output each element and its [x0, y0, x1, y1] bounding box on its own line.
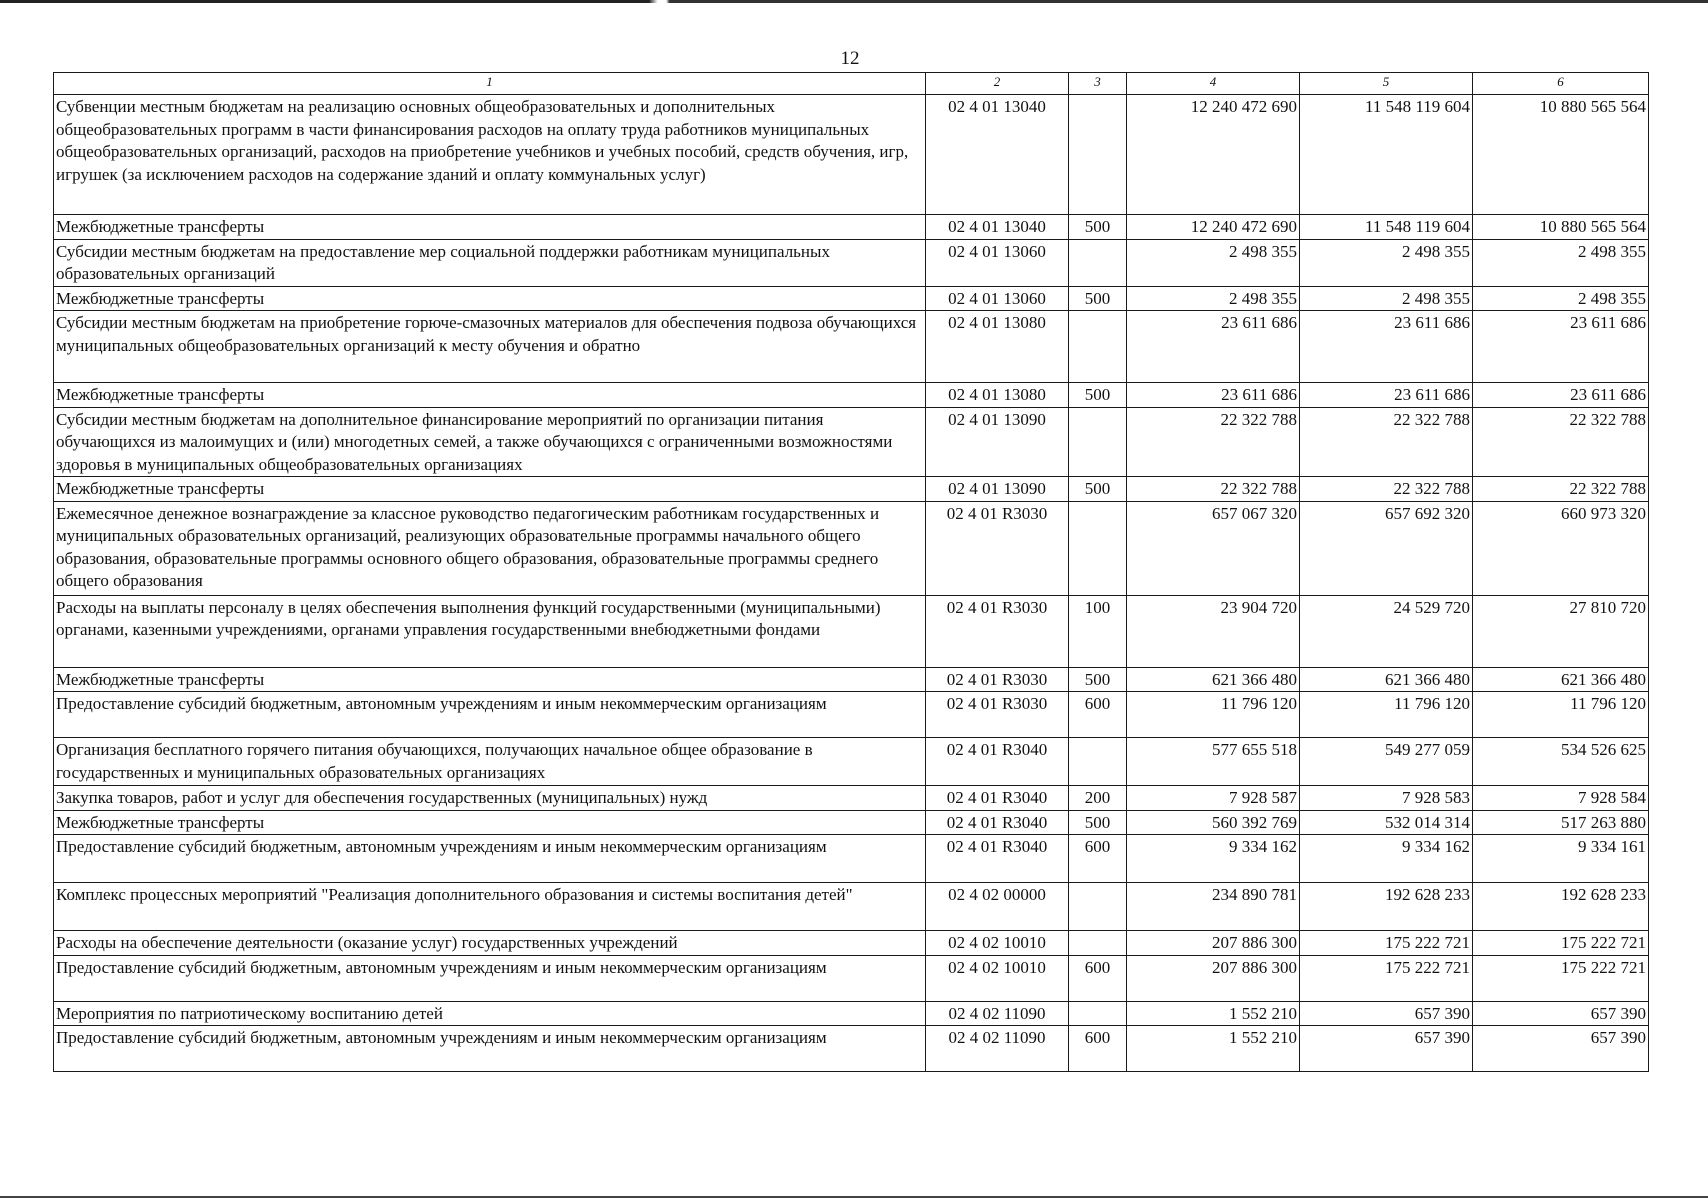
row-description: Предоставление субсидий бюджетным, автономным учреждениям и иным некоммерческим организациям [54, 955, 926, 1001]
table-row [54, 692, 1649, 738]
row-description: Субсидии местным бюджетам на приобретение горюче-смазочных материалов для обеспечения подвоза обучающихся муниципальных общеобразовательных организаций к месту обучения и обратно [54, 311, 926, 383]
table-row [54, 667, 1649, 692]
row-value-col4: 1 552 210 [1127, 1001, 1300, 1026]
column-number: 2 [926, 73, 1069, 95]
row-value-col5: 175 222 721 [1300, 955, 1473, 1001]
row-value-col6: 517 263 880 [1473, 810, 1649, 835]
row-value-col5: 532 014 314 [1300, 810, 1473, 835]
row-description: Межбюджетные трансферты [54, 286, 926, 311]
row-value-col4: 7 928 587 [1127, 786, 1300, 811]
row-target-code: 02 4 01 R3040 [926, 810, 1069, 835]
row-value-col6: 657 390 [1473, 1026, 1649, 1072]
row-value-col5: 22 322 788 [1300, 407, 1473, 477]
row-value-col5: 11 796 120 [1300, 692, 1473, 738]
row-value-col6: 621 366 480 [1473, 667, 1649, 692]
table-row [54, 311, 1649, 383]
row-value-col4: 657 067 320 [1127, 501, 1300, 595]
row-description: Предоставление субсидий бюджетным, автономным учреждениям и иным некоммерческим организациям [54, 1026, 926, 1072]
row-target-code: 02 4 01 13080 [926, 383, 1069, 408]
row-value-col4: 22 322 788 [1127, 407, 1300, 477]
row-value-col6: 175 222 721 [1473, 955, 1649, 1001]
row-target-code: 02 4 01 R3040 [926, 835, 1069, 883]
row-target-code: 02 4 02 11090 [926, 1026, 1069, 1072]
row-expense-type: 600 [1069, 1026, 1127, 1072]
row-value-col5: 9 334 162 [1300, 835, 1473, 883]
row-description: Расходы на обеспечение деятельности (оказание услуг) государственных учреждений [54, 931, 926, 956]
row-expense-type [1069, 883, 1127, 931]
row-description: Субсидии местным бюджетам на предоставление мер социальной поддержки работникам муниципальных образовательных организаций [54, 239, 926, 286]
row-value-col6: 2 498 355 [1473, 286, 1649, 311]
row-description: Предоставление субсидий бюджетным, автономным учреждениям и иным некоммерческим организациям [54, 692, 926, 738]
row-value-col5: 24 529 720 [1300, 595, 1473, 667]
scan-edge-bottom [0, 1196, 1708, 1198]
table-row [54, 931, 1649, 956]
row-expense-type [1069, 501, 1127, 595]
table-row [54, 883, 1649, 931]
row-value-col6: 23 611 686 [1473, 383, 1649, 408]
row-value-col6: 22 322 788 [1473, 407, 1649, 477]
row-description: Субвенции местным бюджетам на реализацию основных общеобразовательных и дополнительных общеобразовательных программ в части финансирования расходов на оплату труда работников муниципальных общеобразовательных организаций, расходов на приобретение учебников и учебных пособий, средств обучения, игр, игрушек (за исключением расходов на содержание зданий и оплату коммунальных услуг) [54, 95, 926, 215]
row-value-col4: 1 552 210 [1127, 1026, 1300, 1072]
column-number: 6 [1473, 73, 1649, 95]
row-expense-type [1069, 1001, 1127, 1026]
row-value-col4: 23 611 686 [1127, 311, 1300, 383]
table-row [54, 239, 1649, 286]
row-value-col5: 2 498 355 [1300, 286, 1473, 311]
row-target-code: 02 4 01 13090 [926, 477, 1069, 502]
row-value-col5: 657 390 [1300, 1026, 1473, 1072]
row-target-code: 02 4 01 13040 [926, 215, 1069, 240]
row-value-col5: 7 928 583 [1300, 786, 1473, 811]
table-row [54, 786, 1649, 811]
row-description: Организация бесплатного горячего питания обучающихся, получающих начальное общее образование в государственных и муниципальных образовательных организациях [54, 738, 926, 786]
row-value-col4: 2 498 355 [1127, 239, 1300, 286]
row-description: Межбюджетные трансферты [54, 810, 926, 835]
row-description: Предоставление субсидий бюджетным, автономным учреждениям и иным некоммерческим организациям [54, 835, 926, 883]
table-row [54, 95, 1649, 215]
row-value-col6: 657 390 [1473, 1001, 1649, 1026]
row-target-code: 02 4 01 13040 [926, 95, 1069, 215]
scan-edge-top [0, 0, 1708, 3]
row-target-code: 02 4 01 R3030 [926, 595, 1069, 667]
column-number: 3 [1069, 73, 1127, 95]
row-target-code: 02 4 01 13090 [926, 407, 1069, 477]
row-value-col4: 560 392 769 [1127, 810, 1300, 835]
row-description: Межбюджетные трансферты [54, 477, 926, 502]
row-description: Мероприятия по патриотическому воспитанию детей [54, 1001, 926, 1026]
row-value-col6: 10 880 565 564 [1473, 95, 1649, 215]
row-target-code: 02 4 01 R3030 [926, 692, 1069, 738]
row-value-col5: 549 277 059 [1300, 738, 1473, 786]
table-row [54, 1026, 1649, 1072]
row-target-code: 02 4 01 R3040 [926, 738, 1069, 786]
row-value-col5: 11 548 119 604 [1300, 215, 1473, 240]
row-value-col4: 207 886 300 [1127, 931, 1300, 956]
row-target-code: 02 4 02 10010 [926, 931, 1069, 956]
row-value-col5: 23 611 686 [1300, 383, 1473, 408]
row-expense-type: 100 [1069, 595, 1127, 667]
table-row [54, 1001, 1649, 1026]
column-number: 5 [1300, 73, 1473, 95]
row-expense-type [1069, 95, 1127, 215]
row-value-col4: 2 498 355 [1127, 286, 1300, 311]
row-value-col4: 577 655 518 [1127, 738, 1300, 786]
row-value-col5: 192 628 233 [1300, 883, 1473, 931]
row-value-col4: 23 904 720 [1127, 595, 1300, 667]
row-expense-type: 500 [1069, 215, 1127, 240]
row-value-col4: 12 240 472 690 [1127, 95, 1300, 215]
budget-table [53, 72, 1649, 1072]
table-row [54, 407, 1649, 477]
row-value-col6: 534 526 625 [1473, 738, 1649, 786]
row-expense-type: 500 [1069, 477, 1127, 502]
row-expense-type: 500 [1069, 383, 1127, 408]
table-row [54, 738, 1649, 786]
row-value-col5: 175 222 721 [1300, 931, 1473, 956]
row-expense-type [1069, 738, 1127, 786]
row-target-code: 02 4 01 R3030 [926, 667, 1069, 692]
row-value-col6: 11 796 120 [1473, 692, 1649, 738]
table-row [54, 835, 1649, 883]
row-value-col5: 657 692 320 [1300, 501, 1473, 595]
row-value-col6: 9 334 161 [1473, 835, 1649, 883]
table-row [54, 955, 1649, 1001]
table-row [54, 286, 1649, 311]
row-value-col4: 22 322 788 [1127, 477, 1300, 502]
row-value-col4: 12 240 472 690 [1127, 215, 1300, 240]
row-value-col6: 10 880 565 564 [1473, 215, 1649, 240]
row-value-col4: 9 334 162 [1127, 835, 1300, 883]
row-value-col5: 2 498 355 [1300, 239, 1473, 286]
row-expense-type: 600 [1069, 692, 1127, 738]
table-row [54, 501, 1649, 595]
column-number: 4 [1127, 73, 1300, 95]
table-row [54, 383, 1649, 408]
row-value-col6: 7 928 584 [1473, 786, 1649, 811]
row-value-col4: 234 890 781 [1127, 883, 1300, 931]
table-row [54, 810, 1649, 835]
row-value-col4: 621 366 480 [1127, 667, 1300, 692]
row-value-col6: 23 611 686 [1473, 311, 1649, 383]
row-expense-type: 500 [1069, 667, 1127, 692]
page-number: 12 [840, 48, 860, 69]
row-description: Межбюджетные трансферты [54, 667, 926, 692]
row-expense-type: 600 [1069, 835, 1127, 883]
row-description: Закупка товаров, работ и услуг для обеспечения государственных (муниципальных) нужд [54, 786, 926, 811]
row-value-col6: 27 810 720 [1473, 595, 1649, 667]
row-expense-type [1069, 407, 1127, 477]
row-expense-type: 500 [1069, 286, 1127, 311]
row-target-code: 02 4 02 00000 [926, 883, 1069, 931]
row-description: Межбюджетные трансферты [54, 383, 926, 408]
row-value-col6: 660 973 320 [1473, 501, 1649, 595]
row-expense-type: 600 [1069, 955, 1127, 1001]
row-expense-type: 500 [1069, 810, 1127, 835]
row-value-col4: 23 611 686 [1127, 383, 1300, 408]
row-value-col5: 657 390 [1300, 1001, 1473, 1026]
row-value-col4: 11 796 120 [1127, 692, 1300, 738]
row-value-col5: 11 548 119 604 [1300, 95, 1473, 215]
row-target-code: 02 4 02 11090 [926, 1001, 1069, 1026]
row-target-code: 02 4 01 13060 [926, 239, 1069, 286]
column-number-row [54, 73, 1649, 95]
row-value-col5: 621 366 480 [1300, 667, 1473, 692]
table-row [54, 215, 1649, 240]
row-description: Межбюджетные трансферты [54, 215, 926, 240]
row-value-col6: 192 628 233 [1473, 883, 1649, 931]
row-target-code: 02 4 01 13060 [926, 286, 1069, 311]
row-expense-type [1069, 311, 1127, 383]
row-target-code: 02 4 01 R3030 [926, 501, 1069, 595]
row-expense-type: 200 [1069, 786, 1127, 811]
row-target-code: 02 4 02 10010 [926, 955, 1069, 1001]
row-description: Субсидии местным бюджетам на дополнительное финансирование мероприятий по организации питания обучающихся из малоимущих и (или) многодетных семей, а также обучающихся с ограниченными возможностями здоровья в муниципальных общеобразовательных организациях [54, 407, 926, 477]
row-value-col5: 23 611 686 [1300, 311, 1473, 383]
row-value-col6: 175 222 721 [1473, 931, 1649, 956]
column-number: 1 [54, 73, 926, 95]
row-description: Расходы на выплаты персоналу в целях обеспечения выполнения функций государственными (муниципальными) органами, казенными учреждениями, органами управления государственными внебюджетными фондами [54, 595, 926, 667]
row-target-code: 02 4 01 13080 [926, 311, 1069, 383]
row-expense-type [1069, 931, 1127, 956]
row-description: Комплекс процессных мероприятий "Реализация дополнительного образования и системы воспитания детей" [54, 883, 926, 931]
budget-table-body [54, 73, 1649, 1072]
table-row [54, 595, 1649, 667]
row-value-col6: 2 498 355 [1473, 239, 1649, 286]
row-value-col5: 22 322 788 [1300, 477, 1473, 502]
row-value-col6: 22 322 788 [1473, 477, 1649, 502]
row-value-col4: 207 886 300 [1127, 955, 1300, 1001]
row-target-code: 02 4 01 R3040 [926, 786, 1069, 811]
row-expense-type [1069, 239, 1127, 286]
row-description: Ежемесячное денежное вознаграждение за классное руководство педагогическим работникам государственных и муниципальных образовательных организаций, реализующих образовательные программы начального общего образования, образовательные программы основного общего образования, образовательные программы среднего общего образования [54, 501, 926, 595]
table-row [54, 477, 1649, 502]
